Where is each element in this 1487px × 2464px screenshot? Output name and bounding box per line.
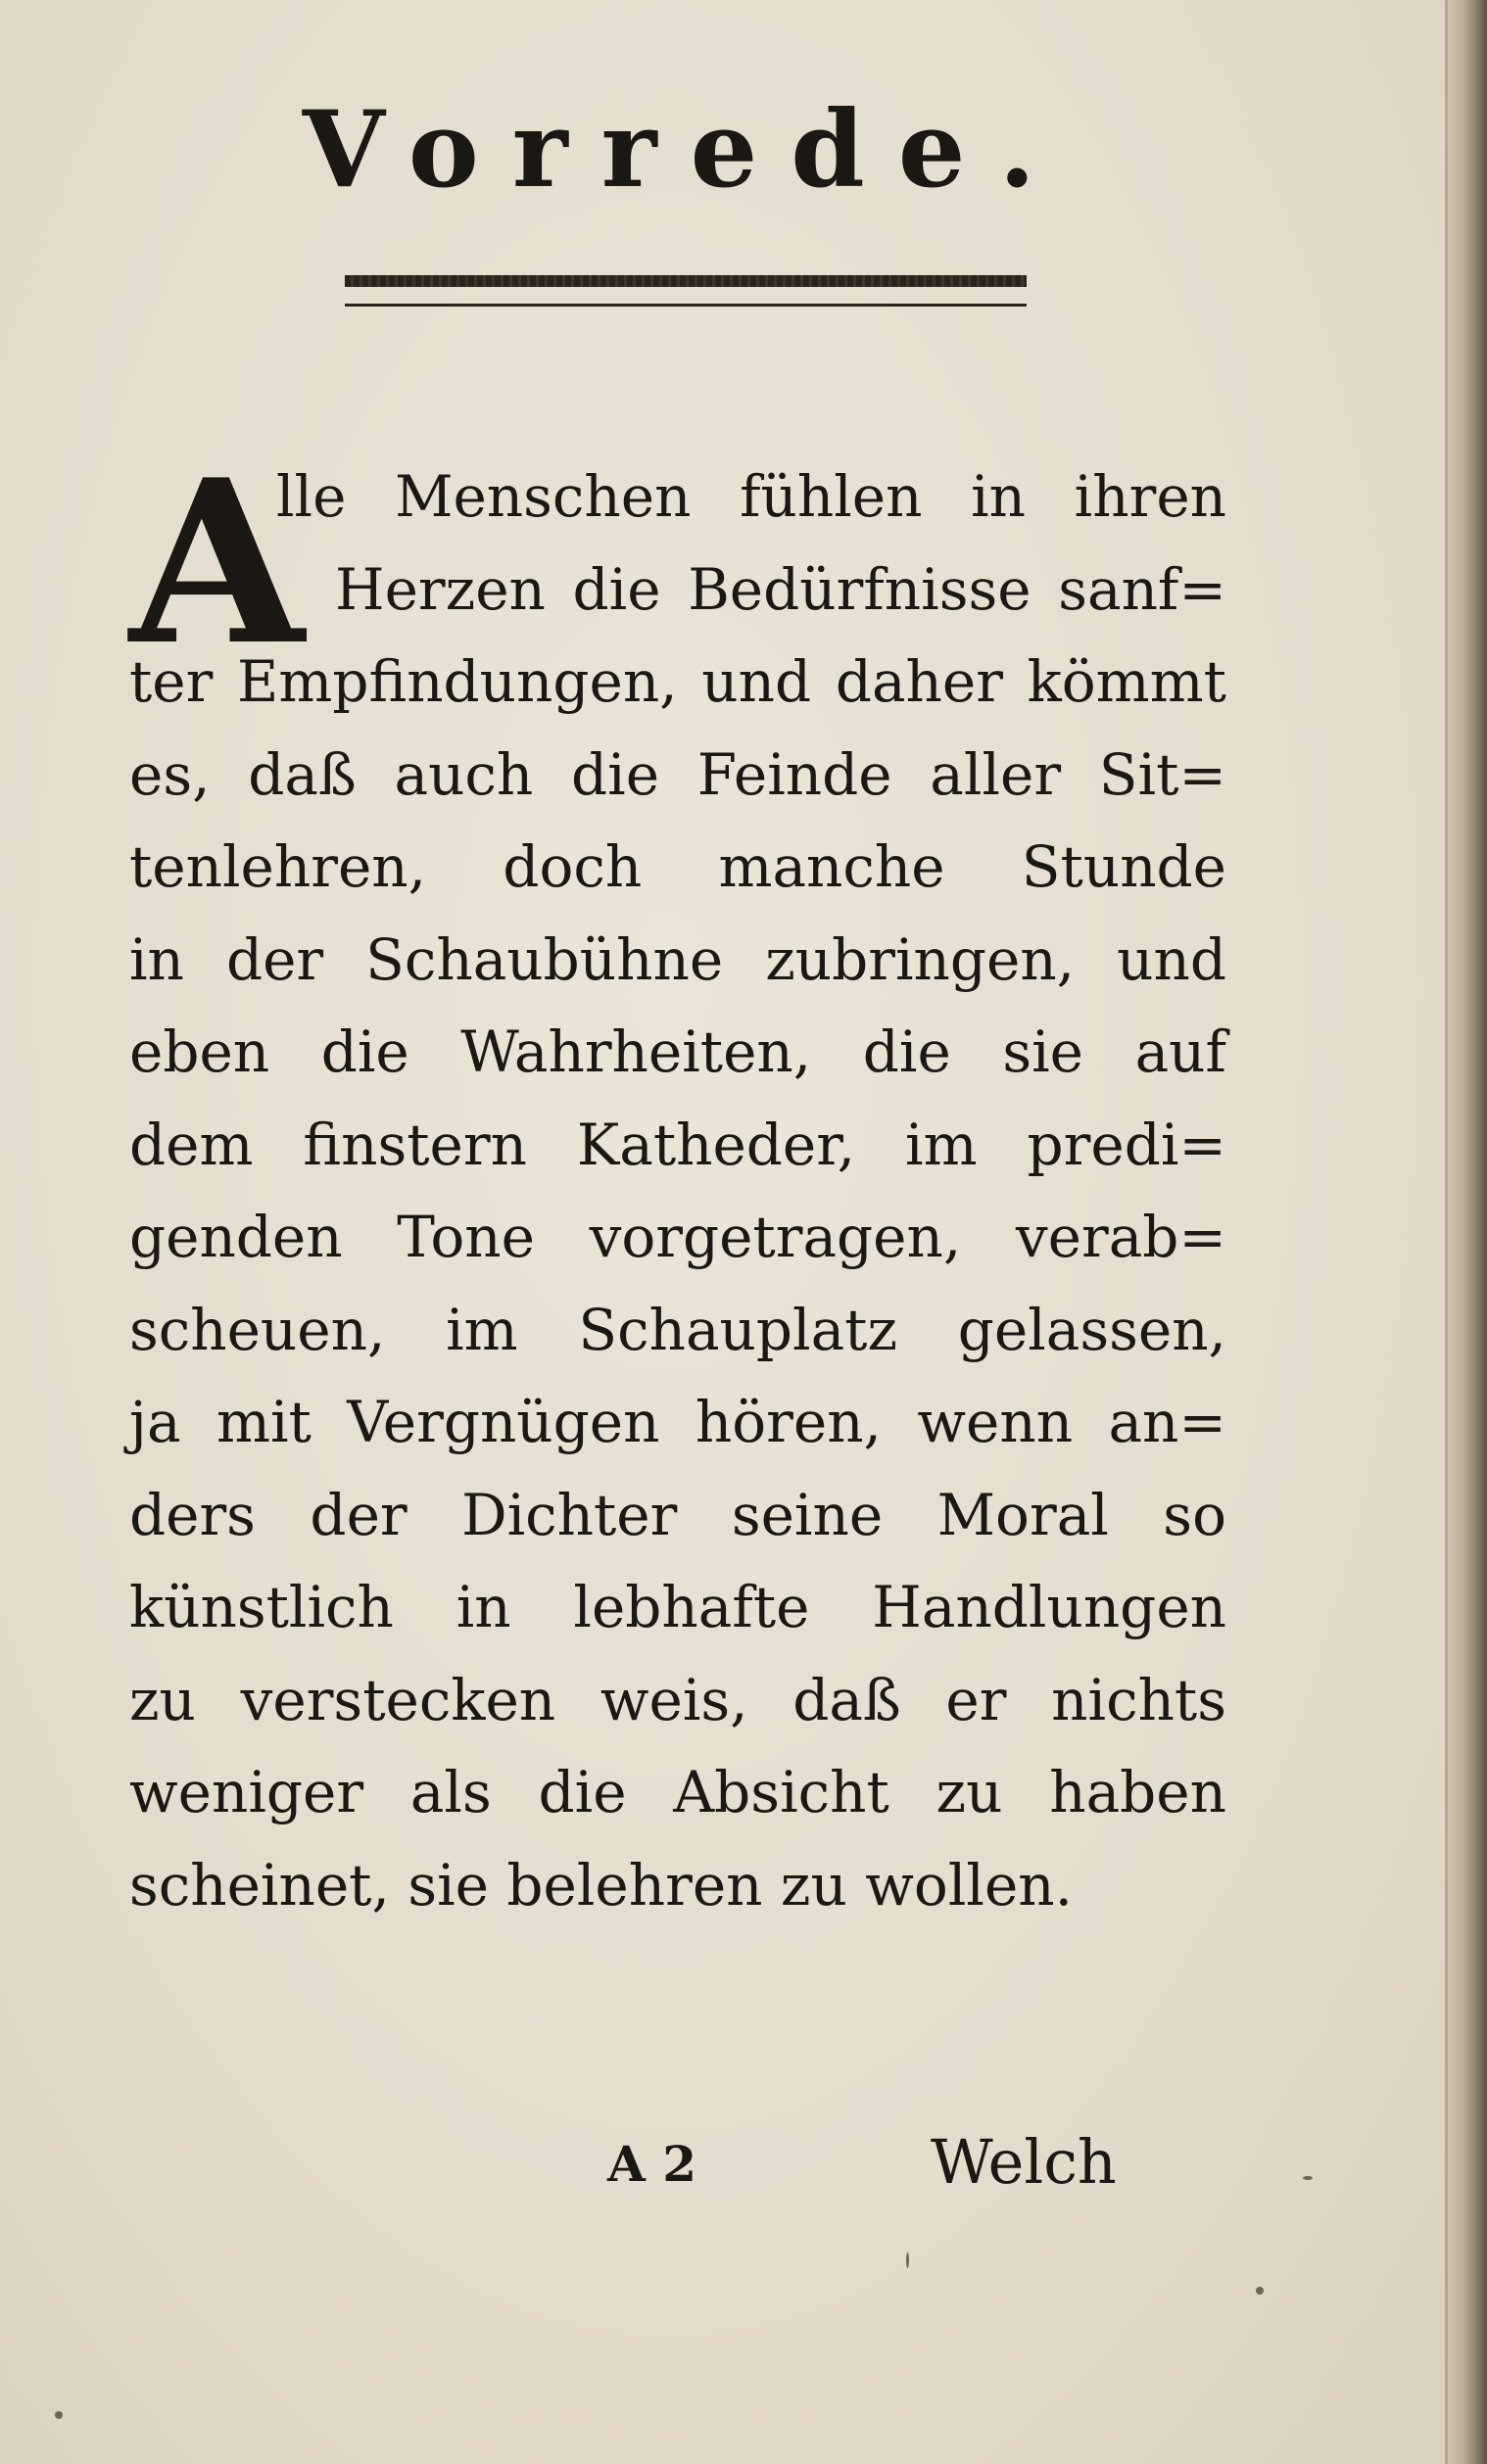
paper-speck — [1256, 2287, 1264, 2295]
text-line: ders der Dichter seine Moral so — [129, 1481, 1226, 1548]
drop-cap: A — [129, 431, 305, 695]
text-line: künstlich in lebhafte Handlungen — [129, 1574, 1226, 1640]
paper-speck — [906, 2252, 909, 2268]
text-line: weniger als die Absicht zu haben — [129, 1759, 1226, 1825]
title-rule-thick — [345, 275, 1027, 287]
text-line: scheinet, sie belehren zu wollen. — [129, 1851, 1074, 1919]
text-line: Herzen die Bedürfnisse sanf= — [335, 555, 1226, 623]
text-line: zu verstecken weis, daß er nichts — [129, 1666, 1226, 1733]
text-line: dem finstern Katheder, im predi= — [129, 1111, 1226, 1178]
paper-speck — [1303, 2176, 1313, 2180]
text-line: eben die Wahrheiten, die sie auf — [129, 1019, 1226, 1085]
paper-speck — [55, 2411, 63, 2419]
text-line: ter Empfindungen, und daher kömmt — [129, 648, 1226, 715]
catchword: Welch — [931, 2126, 1117, 2198]
book-gutter — [1448, 0, 1487, 2464]
text-line: lle Menschen fühlen in ihren — [276, 463, 1226, 530]
page-title: Vorrede. — [302, 88, 1070, 212]
text-line: in der Schaubühne zubringen, und — [129, 925, 1226, 993]
text-line: ja mit Vergnügen hören, wenn an= — [129, 1389, 1226, 1455]
text-line: es, daß auch die Feinde aller Sit= — [129, 740, 1226, 808]
text-line: scheuen, im Schauplatz gelassen, — [129, 1296, 1226, 1363]
body-text — [129, 431, 1226, 1931]
text-line: genden Tone vorgetragen, verab= — [129, 1204, 1226, 1270]
text-line: tenlehren, doch manche Stunde — [129, 833, 1226, 900]
signature-mark: A 2 — [607, 2135, 696, 2193]
title-rule-thin — [345, 304, 1027, 307]
